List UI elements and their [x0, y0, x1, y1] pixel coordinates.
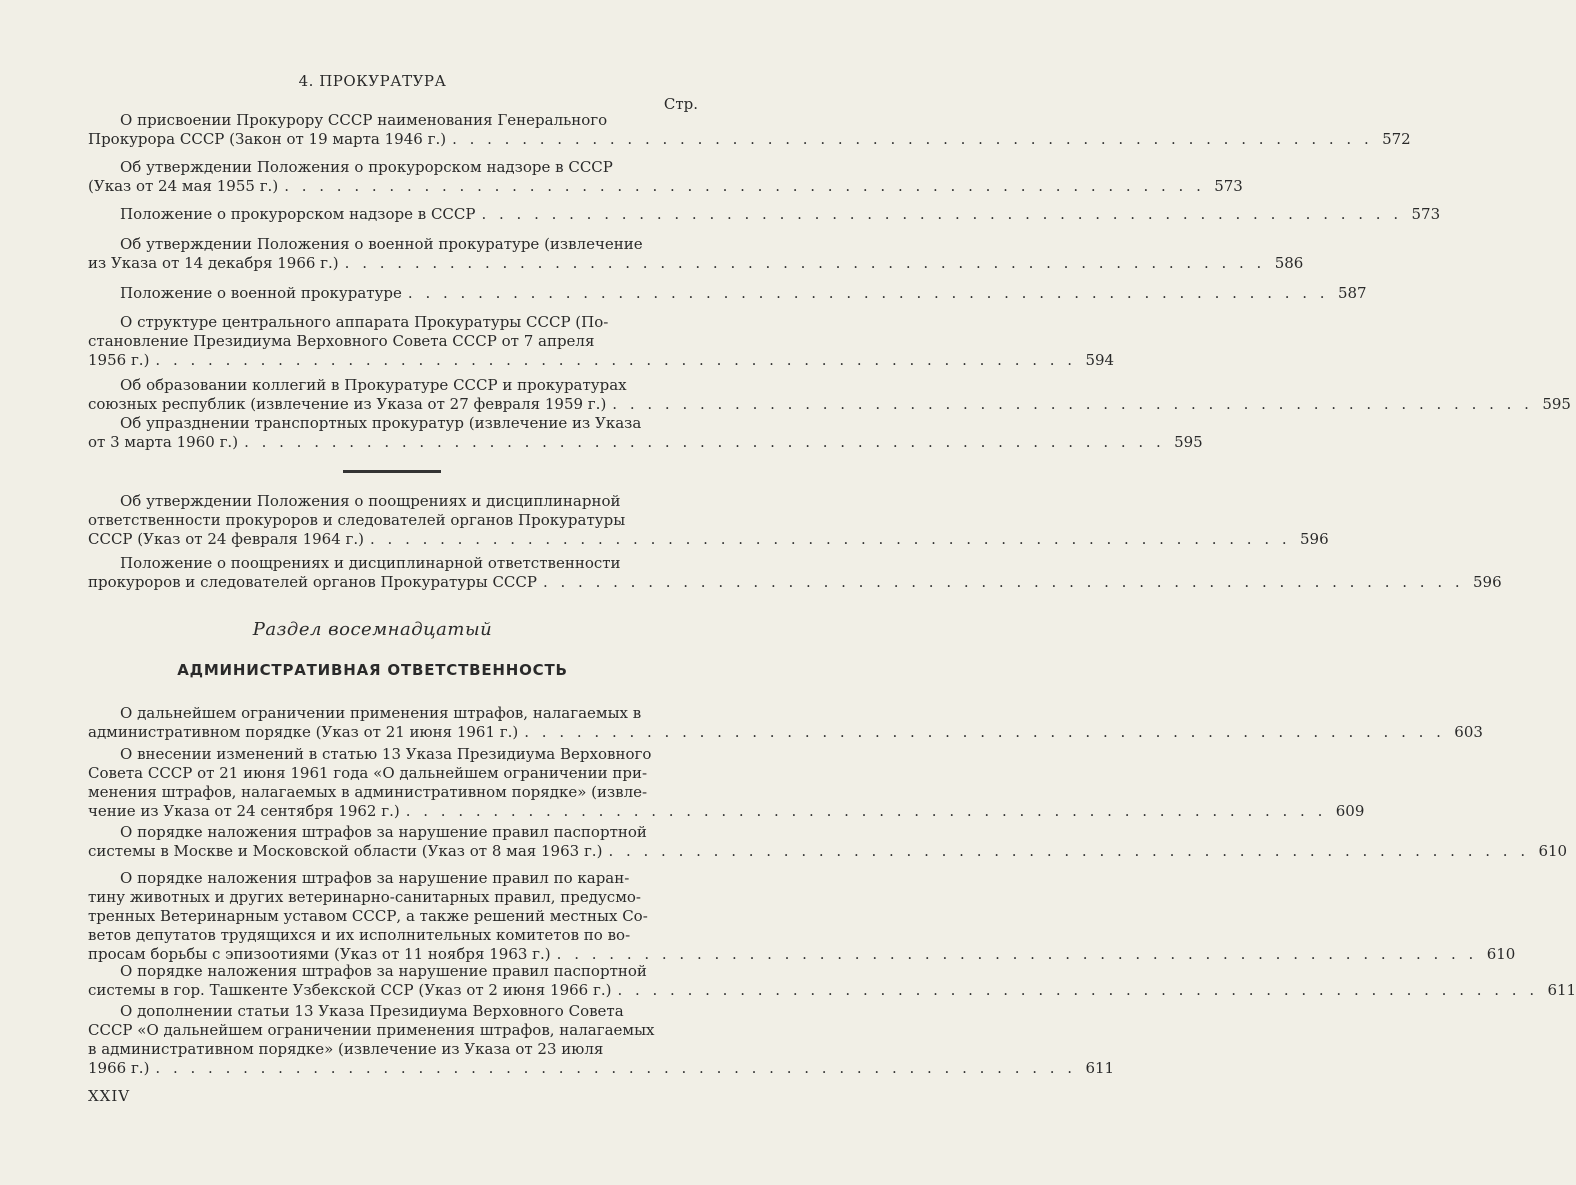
toc-entry	[88, 823, 1568, 861]
dot-leader: . . . . . . . . . . . . . . . . . . . . . . . . . . . . . . . . . . . . . . . . . . . . . . . . . . . . .	[407, 284, 1329, 302]
section-18-title: Раздел восемнадцатый	[252, 619, 493, 640]
toc-page-number: 587	[1337, 284, 1367, 302]
toc-entry-text: О дополнении статьи 13 Указа Президиума Верховного Совета	[120, 1002, 624, 1020]
toc-entry-text: СССР (Указ от 24 февраля 1964 г.)	[88, 530, 364, 548]
dot-leader: . . . . . . . . . . . . . . . . . . . . . . . . . . . . . . . . . . . . . . . . . . . . . . . . . . . . .	[617, 981, 1539, 999]
toc-entry-text: О внесении изменений в статью 13 Указа Президиума Верховного	[120, 745, 652, 763]
toc-entry-text: О присвоении Прокурору СССР наименования Генерального	[120, 111, 608, 129]
toc-page-number: 595	[1542, 395, 1571, 413]
toc-entry	[88, 869, 1516, 964]
dot-leader: . . . . . . . . . . . . . . . . . . . . . . . . . . . . . . . . . . . . . . . . . . . . . . . . . . . . .	[556, 945, 1478, 963]
toc-entry-text: союзных республик (извлечение из Указа от 27 февраля 1959 г.)	[88, 395, 607, 413]
toc-entry	[88, 492, 1329, 549]
toc-entry-text: административном порядке (Указ от 21 июня 1961 г.)	[88, 723, 519, 741]
dot-leader: . . . . . . . . . . . . . . . . . . . . . . . . . . . . . . . . . . . . . . . . . . . . . . . . . . . . .	[524, 723, 1445, 741]
toc-page-number: 596	[1473, 573, 1502, 591]
toc-entry-text: 1956 г.)	[88, 351, 150, 369]
toc-page-number: 573	[1214, 177, 1243, 195]
dot-leader: . . . . . . . . . . . . . . . . . . . . . . . . . . . . . . . . . . . . . . . . . . . . . . . . . . . . .	[542, 573, 1464, 591]
toc-entry-text: О порядке наложения штрафов за нарушение правил паспортной	[120, 962, 647, 980]
toc-entry-text: в административном порядке» (извлечение из Указа от 23 июля	[88, 1040, 604, 1058]
toc-entry	[88, 235, 1304, 273]
toc-entry-text: Об утверждении Положения о поощрениях и дисциплинарной	[120, 492, 621, 510]
dot-leader: . . . . . . . . . . . . . . . . . . . . . . . . . . . . . . . . . . . . . . . . . . . . . . . . . . . . .	[155, 1059, 1077, 1077]
toc-page-number: 573	[1411, 205, 1441, 223]
toc-page-number: 609	[1335, 802, 1365, 820]
toc-entry-text: 1966 г.)	[88, 1059, 150, 1077]
toc-entry	[88, 962, 1576, 1000]
toc-entry	[88, 745, 1365, 821]
toc-entry	[88, 704, 1483, 742]
toc-entry-text: ветов депутатов трудящихся и их исполнительных комитетов по во-	[88, 926, 631, 944]
toc-entry-text: чение из Указа от 24 сентября 1962 г.)	[88, 802, 400, 820]
toc-page-number: 603	[1454, 723, 1483, 741]
section-18-subtitle: АДМИНИСТРАТИВНАЯ ОТВЕТСТВЕННОСТЬ	[177, 661, 568, 679]
toc-entry-text: Об утверждении Положения о военной прокуратуре (извлечение	[120, 235, 643, 253]
toc-entry-text: Об образовании коллегий в Прокуратуре СССР и прокуратурах	[120, 376, 627, 394]
section-4-title: 4. ПРОКУРАТУРА	[298, 72, 447, 90]
toc-entry	[88, 158, 1243, 196]
toc-entry	[88, 313, 1115, 370]
toc-entry	[88, 284, 1367, 303]
toc-entry-text: просам борьбы с эпизоотиями (Указ от 11 ноября 1963 г.)	[88, 945, 551, 963]
toc-page-number: 611	[1085, 1059, 1115, 1077]
toc-entry-text: системы в Москве и Московской области (Указ от 8 мая 1963 г.)	[88, 842, 603, 860]
footer-page-number: XXIV	[88, 1087, 131, 1105]
toc-entry-text: системы в гор. Ташкенте Узбекской ССР (Указ от 2 июня 1966 г.)	[88, 981, 612, 999]
toc-page-number: 586	[1274, 254, 1304, 272]
dot-leader: . . . . . . . . . . . . . . . . . . . . . . . . . . . . . . . . . . . . . . . . . . . . . . . . . . . . .	[244, 433, 1165, 451]
toc-entry-text: из Указа от 14 декабря 1966 г.)	[88, 254, 339, 272]
toc-entry-text: Прокурора СССР (Закон от 19 марта 1946 г.)	[88, 130, 447, 148]
toc-entry-text: от 3 марта 1960 г.)	[88, 433, 239, 451]
toc-entry	[88, 1002, 1115, 1078]
toc-entry	[88, 376, 1571, 414]
toc-entry	[88, 111, 1411, 149]
dot-leader: . . . . . . . . . . . . . . . . . . . . . . . . . . . . . . . . . . . . . . . . . . . . . . . . . . . . .	[284, 177, 1205, 195]
toc-page-number: 595	[1174, 433, 1203, 451]
toc-page-number: 594	[1085, 351, 1115, 369]
toc-entry-text: Положение о прокурорском надзоре в СССР	[120, 205, 476, 223]
toc-page-number: 572	[1382, 130, 1411, 148]
toc-page-number: 611	[1547, 981, 1576, 999]
toc-entry-text: О дальнейшем ограничении применения штрафов, налагаемых в	[120, 704, 642, 722]
toc-page-number: 596	[1300, 530, 1329, 548]
dot-leader: . . . . . . . . . . . . . . . . . . . . . . . . . . . . . . . . . . . . . . . . . . . . . . . . . . . . .	[481, 205, 1403, 223]
toc-entry-text: Об упразднении транспортных прокуратур (извлечение из Указа	[120, 414, 642, 432]
toc-entry-text: прокуроров и следователей органов Прокуратуры СССР	[88, 573, 537, 591]
toc-entry-text: Положение о поощрениях и дисциплинарной ответственности	[120, 554, 621, 572]
dot-leader: . . . . . . . . . . . . . . . . . . . . . . . . . . . . . . . . . . . . . . . . . . . . . . . . . . . . .	[452, 130, 1373, 148]
toc-entry	[88, 414, 1203, 452]
toc-entry-text: тину животных и других ветеринарно-санитарных правил, предусмо-	[88, 888, 641, 906]
toc-entry	[88, 554, 1502, 592]
toc-entry-text: менения штрафов, налагаемых в административном порядке» (извле-	[88, 783, 648, 801]
dot-leader: . . . . . . . . . . . . . . . . . . . . . . . . . . . . . . . . . . . . . . . . . . . . . . . . . . . . .	[405, 802, 1327, 820]
toc-entry-text: Об утверждении Положения о прокурорском надзоре в СССР	[120, 158, 613, 176]
dot-leader: . . . . . . . . . . . . . . . . . . . . . . . . . . . . . . . . . . . . . . . . . . . . . . . . . . . . .	[344, 254, 1266, 272]
toc-entry-text: (Указ от 24 мая 1955 г.)	[88, 177, 279, 195]
page-column-header: Стр.	[663, 95, 698, 113]
dot-leader: . . . . . . . . . . . . . . . . . . . . . . . . . . . . . . . . . . . . . . . . . . . . . . . . . . . . .	[155, 351, 1077, 369]
divider-rule	[343, 470, 441, 473]
toc-entry-text: О структуре центрального аппарата Прокуратуры СССР (По-	[120, 313, 609, 331]
toc-entry-text: ответственности прокуроров и следователей органов Прокуратуры	[88, 511, 626, 529]
toc-entry-text: тренных Ветеринарным уставом СССР, а также решений местных Со-	[88, 907, 648, 925]
toc-entry-text: О порядке наложения штрафов за нарушение правил по каран-	[120, 869, 630, 887]
toc-page-number: 610	[1538, 842, 1568, 860]
toc-entry	[88, 205, 1441, 224]
toc-entry-text: СССР «О дальнейшем ограничении применения штрафов, налагаемых	[88, 1021, 655, 1039]
dot-leader: . . . . . . . . . . . . . . . . . . . . . . . . . . . . . . . . . . . . . . . . . . . . . . . . . . . . .	[608, 842, 1530, 860]
dot-leader: . . . . . . . . . . . . . . . . . . . . . . . . . . . . . . . . . . . . . . . . . . . . . . . . . . . . .	[370, 530, 1291, 548]
dot-leader: . . . . . . . . . . . . . . . . . . . . . . . . . . . . . . . . . . . . . . . . . . . . . . . . . . . . .	[612, 395, 1533, 413]
toc-entry-text: Положение о военной прокуратуре	[120, 284, 402, 302]
toc-entry-text: О порядке наложения штрафов за нарушение правил паспортной	[120, 823, 647, 841]
toc-entry-text: Совета СССР от 21 июня 1961 года «О дальнейшем ограничении при-	[88, 764, 648, 782]
toc-page-number: 610	[1486, 945, 1516, 963]
toc-entry-text: становление Президиума Верховного Совета СССР от 7 апреля	[88, 332, 595, 350]
